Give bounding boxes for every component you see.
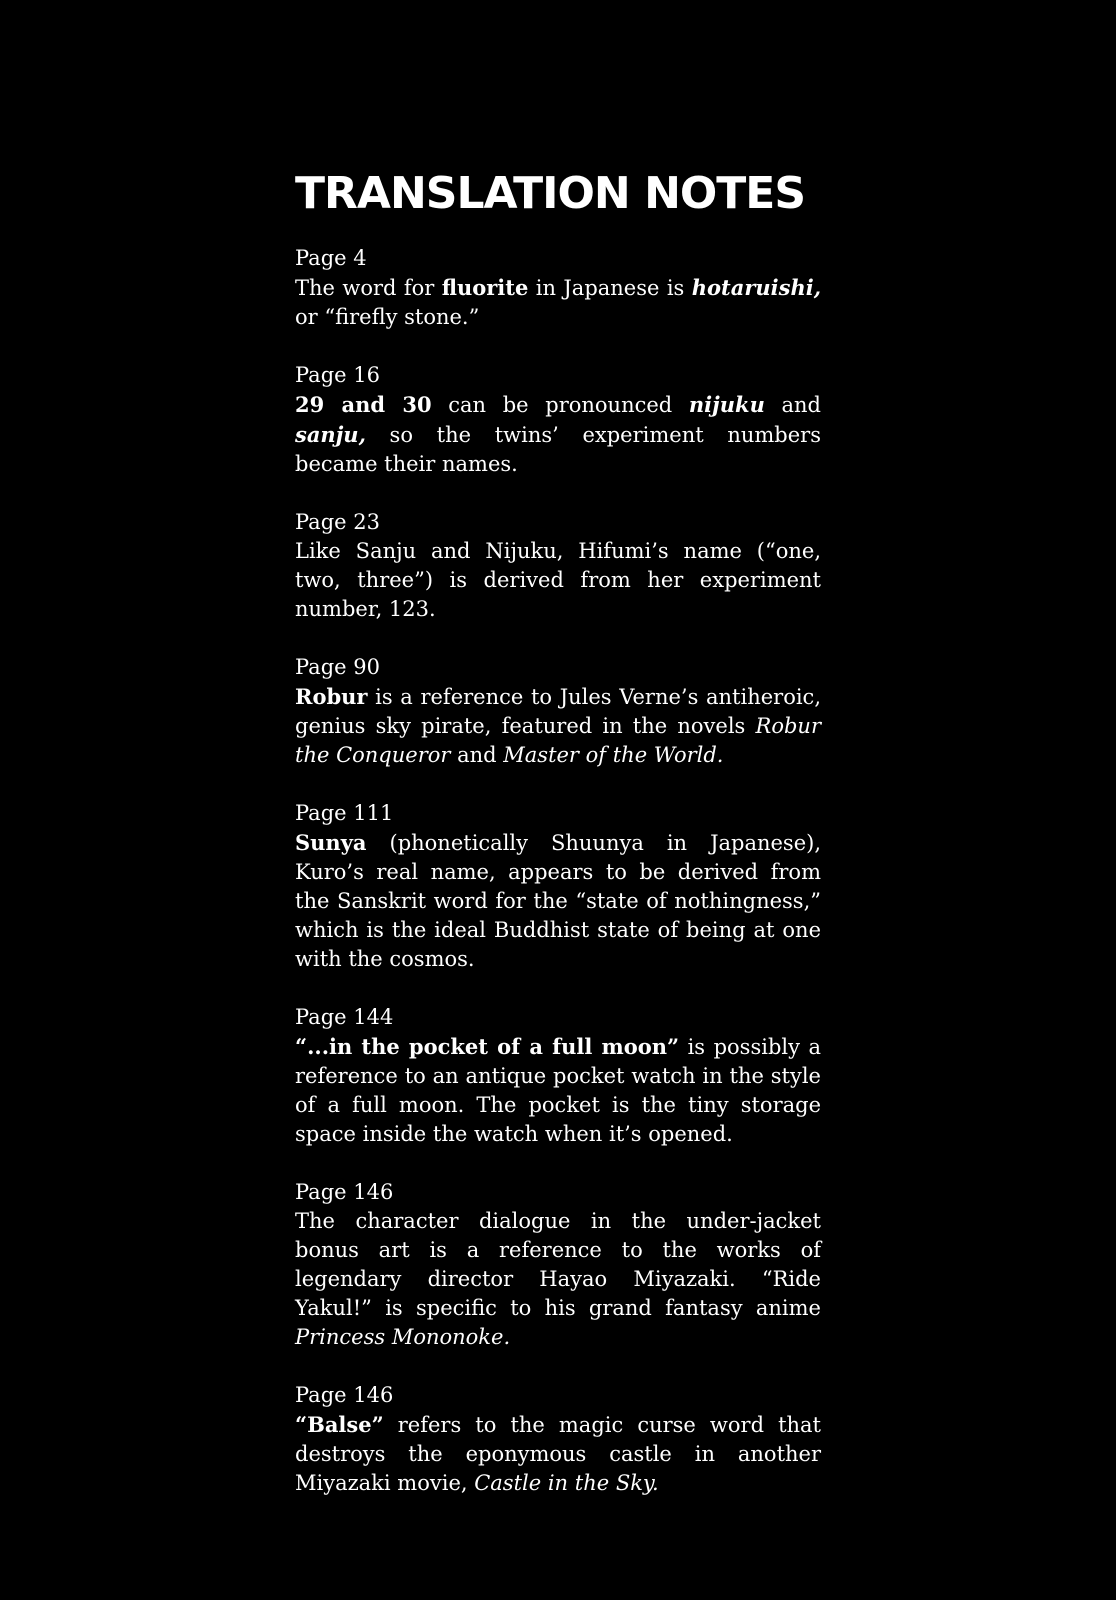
note-page-number: Page 144 bbox=[295, 1005, 394, 1029]
note-text-segment: Princess Mononoke. bbox=[295, 1325, 511, 1349]
note-text-segment: or “firefly stone.” bbox=[295, 305, 480, 329]
note-page-number: Page 23 bbox=[295, 510, 380, 534]
note-item bbox=[295, 1003, 821, 1149]
note-page-number: Page 111 bbox=[295, 801, 394, 825]
note-text-segment: Sunya bbox=[295, 830, 367, 855]
note-text-segment: The word for bbox=[295, 276, 442, 300]
note-text-segment: is possibly a reference to an antique pocket watch in the style of a full moon. The pocket is the tiny storage space inside the watch when it’s opened. bbox=[295, 1035, 821, 1146]
notes-list bbox=[295, 244, 821, 1498]
note-page-number: Page 4 bbox=[295, 246, 367, 270]
note-text-segment: Robur bbox=[295, 684, 368, 709]
note-text-segment: nijuku bbox=[688, 392, 765, 417]
note-text bbox=[295, 390, 821, 479]
note-text-segment: “...in the pocket of a full moon” bbox=[295, 1034, 680, 1059]
note-text-segment: refers to the magic curse word that destroys the eponymous castle in another Miyazaki movie, bbox=[295, 1413, 821, 1495]
note-page-number: Page 16 bbox=[295, 363, 380, 387]
note-text bbox=[295, 273, 821, 332]
note-text-segment: fluorite bbox=[441, 275, 529, 300]
note-text-segment: sanju, bbox=[295, 422, 366, 447]
note-page-number: Page 146 bbox=[295, 1180, 394, 1204]
note-item bbox=[295, 1381, 821, 1498]
note-text bbox=[295, 682, 821, 770]
note-item bbox=[295, 361, 821, 479]
note-item bbox=[295, 799, 821, 974]
note-text bbox=[295, 828, 821, 974]
note-item bbox=[295, 508, 821, 624]
note-text bbox=[295, 1410, 821, 1498]
note-text-segment: 29 and 30 bbox=[295, 392, 432, 417]
note-page-number: Page 146 bbox=[295, 1383, 394, 1407]
note-text-segment: The character dialogue in the under-jacket bonus art is a reference to the works of legendary director Hayao Miyazaki. “Ride Yakul!” is specific to his grand fantasy anime bbox=[295, 1209, 821, 1320]
note-text-segment: Master of the World. bbox=[503, 743, 724, 767]
note-item bbox=[295, 244, 821, 332]
note-text-segment: in Japanese is bbox=[528, 276, 692, 300]
note-text-segment: hotaruishi, bbox=[691, 275, 822, 300]
note-page-number: Page 90 bbox=[295, 655, 380, 679]
translation-notes-page bbox=[295, 168, 821, 1527]
note-text-segment: (phonetically Shuunya in Japanese), Kuro’s real name, appears to be derived from the Sanskrit word for the “state of nothingness,” which is the ideal Buddhist state of being at one with the cosmos. bbox=[295, 831, 821, 971]
note-text-segment: “Balse” bbox=[295, 1412, 384, 1437]
note-item bbox=[295, 653, 821, 770]
note-text bbox=[295, 1032, 821, 1149]
note-text-segment: Robur the Conqueror bbox=[295, 714, 821, 767]
note-item bbox=[295, 1178, 821, 1352]
page-title: TRANSLATION NOTES bbox=[295, 168, 806, 219]
note-text-segment: Castle in the Sky. bbox=[474, 1471, 659, 1495]
note-text-segment: is a reference to Jules Verne’s antiheroic, genius sky pirate, featured in the novels bbox=[295, 685, 821, 738]
note-text-segment: so the twins’ experiment numbers became their names. bbox=[295, 423, 821, 476]
note-text-segment: Like Sanju and Nijuku, Hifumi’s name (“one, two, three”) is derived from her experiment number, 123. bbox=[295, 539, 821, 621]
note-text bbox=[295, 1207, 821, 1352]
note-text-segment: and bbox=[450, 743, 504, 767]
note-text-segment: can be pronounced bbox=[431, 393, 689, 417]
note-text bbox=[295, 537, 821, 624]
note-text-segment: and bbox=[764, 393, 821, 417]
